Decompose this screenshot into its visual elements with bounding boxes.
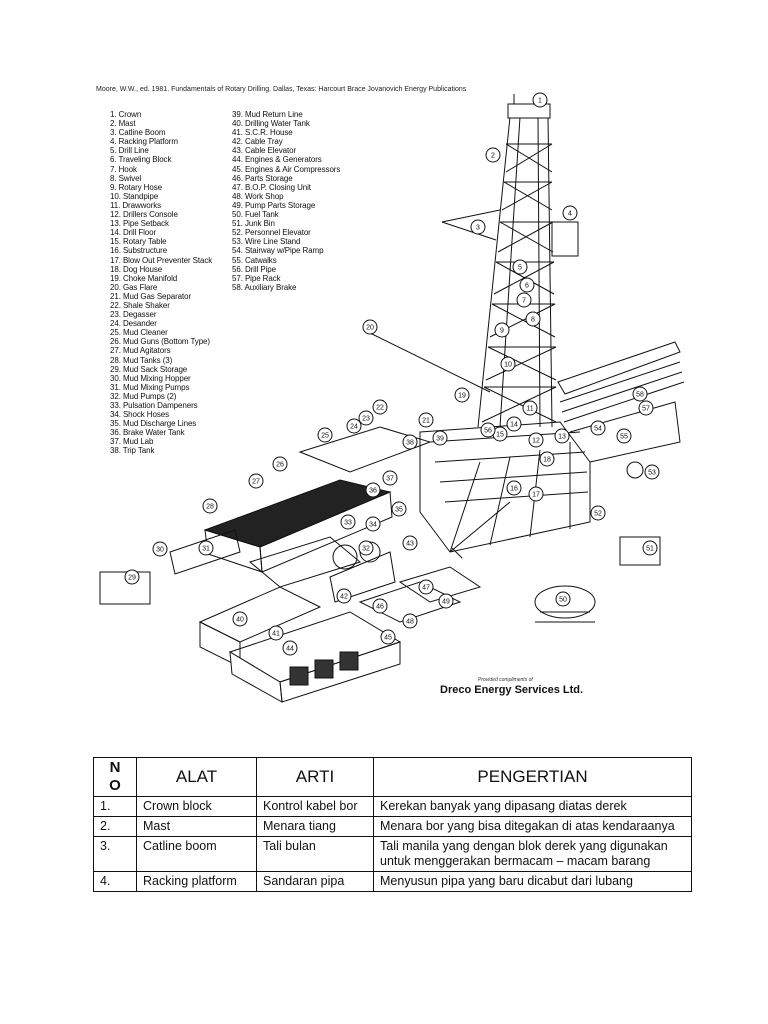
legend-item: 26. Mud Guns (Bottom Type): [110, 337, 210, 347]
table-row: [94, 872, 692, 892]
callout-label: 19: [458, 392, 466, 400]
header-pengertian: PENGERTIAN: [374, 758, 692, 797]
legend-item: 6. Traveling Block: [110, 155, 172, 165]
legend-item: 4. Racking Platform: [110, 137, 178, 147]
callout-label: 34: [369, 521, 377, 529]
legend-item: 16. Substructure: [110, 246, 168, 256]
legend-item: 19. Choke Manifold: [110, 273, 178, 283]
callout-label: 8: [531, 316, 535, 324]
callout-label: 41: [272, 630, 280, 638]
header-alat: ALAT: [137, 758, 257, 797]
cell-alat: Mast: [137, 817, 257, 837]
callout-label: 23: [362, 415, 370, 423]
callout-label: 25: [321, 432, 329, 440]
credit-note: Provided compliments of: [478, 677, 533, 683]
callout-label: 49: [442, 598, 450, 606]
callout-label: 18: [543, 456, 551, 464]
legend-item: 7. Hook: [110, 164, 137, 174]
equipment-table: [93, 757, 692, 892]
callout-label: 16: [510, 485, 518, 493]
legend-item: 55. Catwalks: [232, 255, 277, 265]
legend-item: 1. Crown: [110, 110, 142, 119]
cell-alat: Catline boom: [137, 837, 257, 872]
callout-label: 5: [518, 264, 522, 272]
legend-item: 18. Dog House: [110, 264, 163, 274]
callout-label: 33: [344, 519, 352, 527]
cell-pengertian: Menara bor yang bisa ditegakan di atas kendaraanya: [374, 817, 692, 837]
cell-pengertian: Menyusun pipa yang baru dicabut dari lubang: [374, 872, 692, 892]
callout-label: 58: [636, 391, 644, 399]
legend-item: 37. Mud Lab: [110, 437, 154, 447]
cell-arti: Sandaran pipa: [257, 872, 374, 892]
cell-no: 3.: [94, 837, 137, 872]
legend-item: 32. Mud Pumps (2): [110, 391, 177, 401]
legend-item: 22. Shale Shaker: [110, 300, 170, 310]
callout-label: 47: [422, 584, 430, 592]
legend-item: 27. Mud Agitators: [110, 346, 171, 356]
legend-item: 43. Cable Elevator: [232, 146, 297, 156]
legend-item: 17. Blow Out Preventer Stack: [110, 255, 213, 265]
legend-item: 48. Work Shop: [232, 191, 284, 201]
callout-label: 37: [386, 475, 394, 483]
callout-label: 43: [406, 540, 414, 548]
callout-label: 22: [376, 404, 384, 412]
legend-item: 41. S.C.R. House: [232, 128, 293, 138]
legend-item: 30. Mud Mixing Hopper: [110, 373, 191, 383]
callout-label: 14: [510, 421, 518, 429]
legend-item: 56. Drill Pipe: [232, 264, 276, 274]
legend-item: 36. Brake Water Tank: [110, 428, 185, 438]
table-row: [94, 837, 692, 872]
legend-item: 38. Trip Tank: [110, 446, 155, 456]
legend-item: 39. Mud Return Line: [232, 110, 303, 119]
legend-item: 50. Fuel Tank: [232, 210, 279, 220]
legend-item: 51. Junk Bin: [232, 219, 275, 229]
cell-arti: Menara tiang: [257, 817, 374, 837]
legend-item: 10. Standpipe: [110, 191, 159, 201]
legend-item: 28. Mud Tanks (3): [110, 355, 173, 365]
gas-flare-line: [368, 332, 490, 392]
mud-system: [100, 427, 430, 604]
callout-label: 53: [648, 469, 656, 477]
callout-label: 54: [594, 425, 602, 433]
callout-label: 29: [128, 574, 136, 582]
callout-label: 36: [369, 487, 377, 495]
callout-label: 15: [496, 431, 504, 439]
cell-arti: Kontrol kabel bor: [257, 797, 374, 817]
callout-label: 50: [559, 596, 567, 604]
legend-item: 5. Drill Line: [110, 146, 149, 156]
legend-item: 46. Parts Storage: [232, 173, 293, 183]
callout-label: 42: [340, 593, 348, 601]
callout-label: 52: [594, 510, 602, 518]
legend-item: 49. Pump Parts Storage: [232, 200, 316, 210]
cell-arti: Tali bulan: [257, 837, 374, 872]
callout-label: 28: [206, 503, 214, 511]
legend-item: 25. Mud Cleaner: [110, 328, 168, 338]
derrick-mast: [442, 94, 578, 427]
callout-label: 13: [558, 433, 566, 441]
callout-label: 17: [532, 491, 540, 499]
legend-item: 14. Drill Floor: [110, 228, 157, 238]
legend-item: 45. Engines & Air Compressors: [232, 164, 341, 174]
callout-label: 3: [476, 224, 480, 232]
header-arti: ARTI: [257, 758, 374, 797]
table-row: [94, 817, 692, 837]
callout-label: 9: [500, 327, 504, 335]
legend-item: 52. Personnel Elevator: [232, 228, 311, 238]
legend-item: 33. Pulsation Dampeners: [110, 401, 198, 410]
legend-item: 23. Degasser: [110, 310, 157, 320]
legend-item: 35. Mud Discharge Lines: [110, 419, 197, 429]
legend-item: 20. Gas Flare: [110, 282, 158, 292]
callout-label: 40: [236, 616, 244, 624]
figure-citation: Moore, W.W., ed. 1981. Fundamentals of Rotary Drilling. Dallas, Texas: Harcourt Brace Jovanovich Energy Publications: [96, 86, 467, 93]
callout-label: 38: [406, 439, 414, 447]
legend-item: 13. Pipe Setback: [110, 219, 169, 229]
callout-label: 55: [620, 433, 628, 441]
cell-alat: Crown block: [137, 797, 257, 817]
callout-label: 39: [436, 435, 444, 443]
callout-label: 45: [384, 634, 392, 642]
legend-item: 40. Drilling Water Tank: [232, 119, 310, 129]
callout-label: 7: [522, 297, 526, 305]
legend-item: 42. Cable Tray: [232, 137, 283, 147]
cell-no: 4.: [94, 872, 137, 892]
cell-pengertian: Tali manila yang dengan blok derek yang digunakan untuk menggerakan bermacam – macam barang: [374, 837, 692, 872]
wire-line-stand: [627, 462, 643, 478]
callout-label: 35: [395, 506, 403, 514]
callout-label: 11: [526, 405, 534, 413]
legend-item: 24. Desander: [110, 319, 157, 329]
legend-item: 11. Drawworks: [110, 200, 162, 210]
callout-label: 46: [376, 603, 384, 611]
drilling-rig-illustration: [90, 82, 690, 714]
callout-label: 26: [276, 461, 284, 469]
callout-markers: [125, 93, 659, 655]
legend-item: 44. Engines & Generators: [232, 155, 322, 165]
callout-label: 32: [362, 545, 370, 553]
callout-label: 30: [156, 546, 164, 554]
table-header-row: [94, 758, 692, 797]
cell-no: 2.: [94, 817, 137, 837]
cell-alat: Racking platform: [137, 872, 257, 892]
legend-item: 54. Stairway w/Pipe Ramp: [232, 246, 324, 256]
callout-label: 20: [366, 324, 374, 332]
callout-label: 56: [484, 427, 492, 435]
callout-label: 48: [406, 618, 414, 626]
legend-item: 15. Rotary Table: [110, 237, 167, 247]
legend-item: 29. Mud Sack Storage: [110, 364, 188, 374]
callout-label: 4: [568, 210, 572, 218]
callout-label: 27: [252, 478, 260, 486]
legend-item: 34. Shock Hoses: [110, 410, 169, 420]
callout-label: 57: [642, 405, 650, 413]
callout-label: 1: [538, 97, 542, 105]
cell-no: 1.: [94, 797, 137, 817]
callout-label: 10: [504, 361, 512, 369]
legend-item: 3. Catline Boom: [110, 128, 166, 138]
generator-houses: [200, 567, 480, 702]
company-credit: Dreco Energy Services Ltd.: [440, 684, 584, 696]
callout-label: 31: [202, 545, 210, 553]
header-no: N O: [94, 758, 137, 797]
callout-label: 21: [422, 417, 430, 425]
legend-item: 12. Drillers Console: [110, 210, 178, 220]
legend-item: 2. Mast: [110, 119, 136, 129]
legend-item: 53. Wire Line Stand: [232, 237, 301, 247]
legend-item: 57. Pipe Rack: [232, 273, 281, 283]
callout-label: 2: [491, 152, 495, 160]
legend-item: 21. Mud Gas Separator: [110, 291, 192, 301]
legend-item: 8. Swivel: [110, 173, 142, 183]
legend-item: 9. Rotary Hose: [110, 182, 162, 192]
legend-item: 31. Mud Mixing Pumps: [110, 382, 190, 392]
callout-label: 12: [532, 437, 540, 445]
callout-label: 51: [646, 545, 654, 553]
table-row: [94, 797, 692, 817]
callout-label: 6: [525, 282, 529, 290]
callout-label: 44: [286, 645, 294, 653]
legend-item: 47. B.O.P. Closing Unit: [232, 182, 311, 192]
cell-pengertian: Kerekan banyak yang dipasang diatas derek: [374, 797, 692, 817]
legend-item: 58. Auxiliary Brake: [232, 282, 297, 292]
callout-label: 24: [350, 423, 358, 431]
